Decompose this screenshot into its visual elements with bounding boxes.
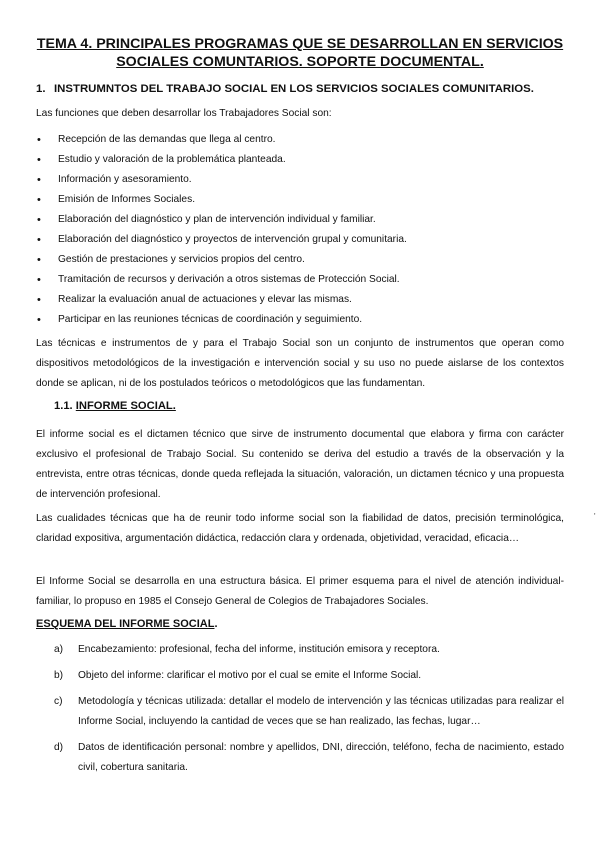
functions-list	[36, 130, 564, 330]
list-item: • Recepción de las demandas que llega al centro.	[36, 130, 564, 150]
list-item	[54, 640, 564, 660]
techniques-paragraph: Las técnicas e instrumentos de y para el Trabajo Social son un conjunto de instrumentos que operan como dispositivos metodológicos de la investigación e intervención social y su uso no puede aislarse de los contextos donde se aplican, ni de los postulados teóricos o metodológicos que las fundamentan.	[36, 338, 564, 389]
section-1-title: INSTRUMNTOS DEL TRABAJO SOCIAL EN LOS SERVICIOS SOCIALES COMUNITARIOS.	[54, 83, 534, 95]
informe-qualities-paragraph: Las cualidades técnicas que ha de reunir todo informe social son la fiabilidad de datos, precisión terminológica, claridad expositiva, argumentación didáctica, redacción clara y ordenada, objetividad, veracidad, eficacia…	[36, 513, 564, 544]
list-item: • Realizar la evaluación anual de actuaciones y elevar las mismas.	[36, 290, 564, 310]
schema-heading-suffix: .	[214, 618, 218, 630]
schema-list	[54, 640, 564, 784]
list-item: • Gestión de prestaciones y servicios propios del centro.	[36, 250, 564, 270]
informe-structure-paragraph: El Informe Social se desarrolla en una estructura básica. El primer esquema para el nivel de atención individual-familiar, lo propuso en 1985 el Consejo General de Colegios de Trabajadores Sociales.	[36, 576, 564, 607]
list-item-text: Metodología y técnicas utilizada: detallar el modelo de intervención y las técnicas utilizadas para realizar el Informe Social, incluyendo la cantidad de veces que se han realizado, las fechas, lugar…	[78, 696, 564, 727]
list-marker: c)	[54, 696, 63, 707]
list-item-text: Encabezamiento: profesional, fecha del informe, institución emisora y receptora.	[78, 644, 440, 655]
list-item	[54, 666, 564, 686]
page-title: TEMA 4. PRINCIPALES PROGRAMAS QUE SE DESARROLLAN EN SERVICIOS SOCIALES COMUNTARIOS. SOPORTE DOCUMENTAL.	[36, 36, 564, 70]
list-marker: a)	[54, 644, 64, 655]
informe-definition-paragraph: El informe social es el dictamen técnico que sirve de instrumento documental que elabora y firma con carácter exclusivo el profesional de Trabajo Social. Su contenido se deriva del estudio a través de la observación y la entrevista, entre otras técnicas, donde queda reflejada la situación, valoración, un dictamen técnico y una propuesta de intervención profesional.	[36, 429, 564, 500]
section-1-1-heading	[54, 399, 176, 413]
list-item: • Emisión de Informes Sociales.	[36, 190, 564, 210]
margin-mark: '	[594, 512, 596, 521]
section-1-heading	[36, 82, 576, 96]
schema-heading-text: ESQUEMA DEL INFORME SOCIAL	[36, 618, 215, 630]
list-item: • Elaboración del diagnóstico y proyectos de intervención grupal y comunitaria.	[36, 230, 564, 250]
section-1-1-number: 1.1.	[54, 400, 73, 412]
list-item: • Información y asesoramiento.	[36, 170, 564, 190]
functions-intro: Las funciones que deben desarrollar los Trabajadores Social son:	[36, 108, 332, 119]
list-item: • Tramitación de recursos y derivación a otros sistemas de Protección Social.	[36, 270, 564, 290]
list-item	[54, 692, 564, 732]
section-1-number: 1.	[36, 83, 46, 95]
list-item: • Elaboración del diagnóstico y plan de intervención individual y familiar.	[36, 210, 564, 230]
list-item-text: Objeto del informe: clarificar el motivo por el cual se emite el Informe Social.	[78, 670, 422, 681]
list-item	[54, 738, 564, 778]
list-item: • Participar en las reuniones técnicas de coordinación y seguimiento.	[36, 310, 564, 330]
list-marker: b)	[54, 670, 64, 681]
list-marker: d)	[54, 742, 64, 753]
list-item: • Estudio y valoración de la problemática planteada.	[36, 150, 564, 170]
schema-heading	[36, 617, 218, 631]
section-1-1-title: INFORME SOCIAL.	[75, 400, 176, 412]
list-item-text: Datos de identificación personal: nombre y apellidos, DNI, dirección, teléfono, fecha de nacimiento, estado civil, cobertura sanitaria.	[78, 742, 564, 773]
